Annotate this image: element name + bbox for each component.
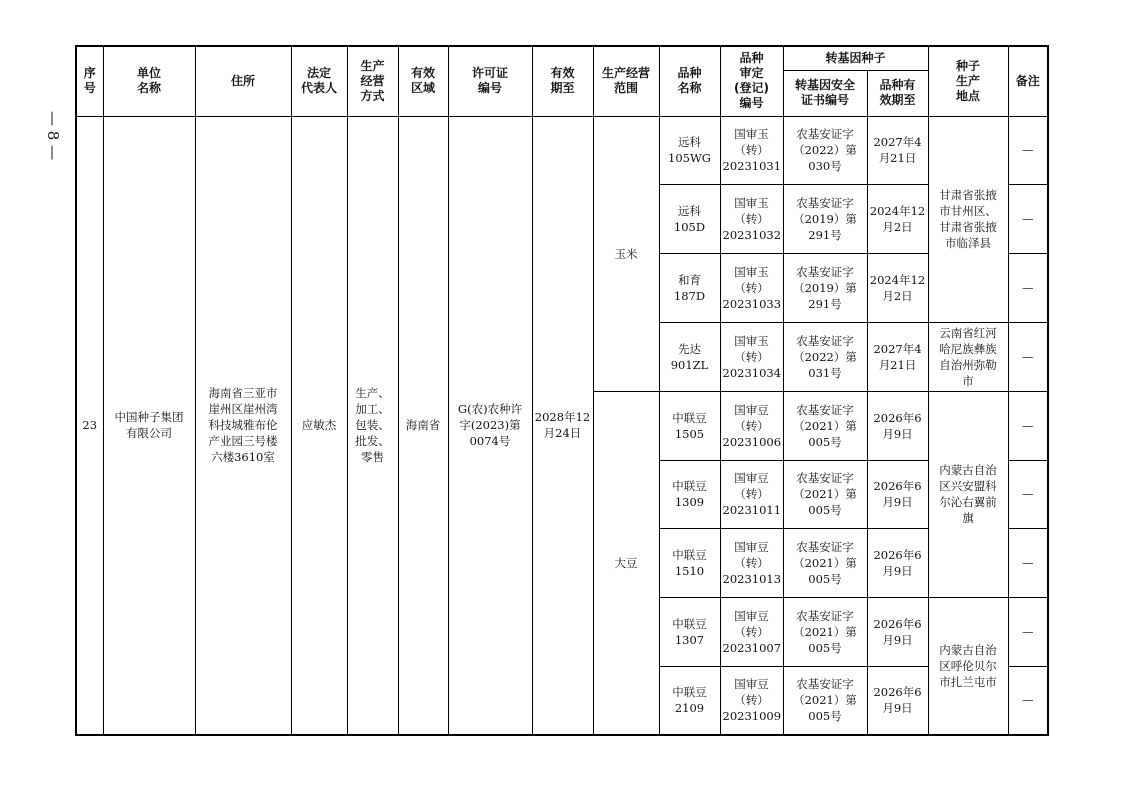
header-gm-cert-no: 转基因安全 证书编号 — [783, 70, 867, 116]
variety-name: 中联豆 1505 — [659, 391, 720, 460]
variety-name: 远科 105D — [659, 184, 720, 253]
scope-corn: 玉米 — [593, 116, 659, 391]
gm-cert-no: 农基安证字 （2021）第 005号 — [783, 528, 867, 597]
remark: — — [1008, 460, 1048, 528]
gm-cert-no: 农基安证字 （2021）第 005号 — [783, 597, 867, 666]
remark: — — [1008, 322, 1048, 391]
gm-cert-no: 农基安证字 （2022）第 031号 — [783, 322, 867, 391]
seed-location-honghe: 云南省红河 哈尼族彝族 自治州弥勒 市 — [928, 322, 1008, 391]
variety-approval-no: 国审玉 （转） 20231034 — [720, 322, 783, 391]
remark: — — [1008, 253, 1048, 322]
license-table — [75, 45, 1049, 736]
company-valid-region: 海南省 — [398, 116, 448, 735]
header-unit-name: 单位 名称 — [103, 46, 195, 116]
company-address: 海南省三亚市 崖州区崖州湾 科技城雅布伦 产业园三号楼 六楼3610室 — [195, 116, 291, 735]
company-license-no: G(农)农种许 字(2023)第 0074号 — [448, 116, 532, 735]
gm-cert-no: 农基安证字 （2021）第 005号 — [783, 460, 867, 528]
variety-approval-no: 国审玉 （转） 20231032 — [720, 184, 783, 253]
company-unit-name: 中国种子集团 有限公司 — [103, 116, 195, 735]
header-gm-valid-until: 品种有 效期至 — [867, 70, 928, 116]
gm-cert-no: 农基安证字 （2022）第 030号 — [783, 116, 867, 184]
gm-valid-until: 2026年6 月9日 — [867, 528, 928, 597]
variety-approval-no: 国审豆 （转） 20231007 — [720, 597, 783, 666]
variety-approval-no: 国审玉 （转） 20231033 — [720, 253, 783, 322]
header-license-no: 许可证 编号 — [448, 46, 532, 116]
header-valid-until: 有效 期至 — [532, 46, 593, 116]
header-valid-region: 有效 区域 — [398, 46, 448, 116]
scope-soybean: 大豆 — [593, 391, 659, 735]
remark: — — [1008, 597, 1048, 666]
header-gm-group: 转基因种子 — [783, 46, 928, 70]
remark: — — [1008, 528, 1048, 597]
remark: — — [1008, 184, 1048, 253]
gm-valid-until: 2024年12 月2日 — [867, 253, 928, 322]
page-number: — 8 — — [44, 111, 62, 161]
header-address: 住所 — [195, 46, 291, 116]
variety-name: 中联豆 1510 — [659, 528, 720, 597]
header-seed-location: 种子 生产 地点 — [928, 46, 1008, 116]
variety-name: 和育 187D — [659, 253, 720, 322]
remark: — — [1008, 666, 1048, 735]
seed-location-xinganmeng: 内蒙古自治 区兴安盟科 尔沁右翼前 旗 — [928, 391, 1008, 597]
header-row-1 — [76, 46, 1048, 70]
variety-name: 中联豆 2109 — [659, 666, 720, 735]
seed-location-hulunbuir: 内蒙古自治 区呼伦贝尔 市扎兰屯市 — [928, 597, 1008, 735]
variety-approval-no: 国审玉 （转） 20231031 — [720, 116, 783, 184]
gm-valid-until: 2026年6 月9日 — [867, 460, 928, 528]
header-seq: 序 号 — [76, 46, 103, 116]
gm-valid-until: 2024年12 月2日 — [867, 184, 928, 253]
gm-cert-no: 农基安证字 （2019）第 291号 — [783, 253, 867, 322]
gm-cert-no: 农基安证字 （2021）第 005号 — [783, 666, 867, 735]
company-valid-until: 2028年12 月24日 — [532, 116, 593, 735]
variety-approval-no: 国审豆 （转） 20231009 — [720, 666, 783, 735]
variety-name: 先达 901ZL — [659, 322, 720, 391]
variety-approval-no: 国审豆 （转） 20231013 — [720, 528, 783, 597]
variety-name: 中联豆 1307 — [659, 597, 720, 666]
header-scope: 生产经营 范围 — [593, 46, 659, 116]
company-production-mode: 生产、 加工、 包装、 批发、 零售 — [347, 116, 398, 735]
gm-valid-until: 2027年4 月21日 — [867, 322, 928, 391]
company-legal-rep: 应敏杰 — [291, 116, 347, 735]
gm-valid-until: 2026年6 月9日 — [867, 597, 928, 666]
variety-approval-no: 国审豆 （转） 20231006 — [720, 391, 783, 460]
seed-location-zhangye: 甘肃省张掖 市甘州区、 甘肃省张掖 市临泽县 — [928, 116, 1008, 322]
header-production-mode: 生产 经营 方式 — [347, 46, 398, 116]
gm-valid-until: 2026年6 月9日 — [867, 391, 928, 460]
header-variety-approval: 品种 审定 (登记) 编号 — [720, 46, 783, 116]
header-remarks: 备注 — [1008, 46, 1048, 116]
company-seq: 23 — [76, 116, 103, 735]
gm-cert-no: 农基安证字 （2021）第 005号 — [783, 391, 867, 460]
header-variety-name: 品种 名称 — [659, 46, 720, 116]
gm-valid-until: 2027年4 月21日 — [867, 116, 928, 184]
table-row — [76, 116, 1048, 184]
header-legal-rep: 法定 代表人 — [291, 46, 347, 116]
remark: — — [1008, 391, 1048, 460]
variety-name: 远科 105WG — [659, 116, 720, 184]
variety-name: 中联豆 1309 — [659, 460, 720, 528]
gm-valid-until: 2026年6 月9日 — [867, 666, 928, 735]
variety-approval-no: 国审豆 （转） 20231011 — [720, 460, 783, 528]
gm-cert-no: 农基安证字 （2019）第 291号 — [783, 184, 867, 253]
remark: — — [1008, 116, 1048, 184]
